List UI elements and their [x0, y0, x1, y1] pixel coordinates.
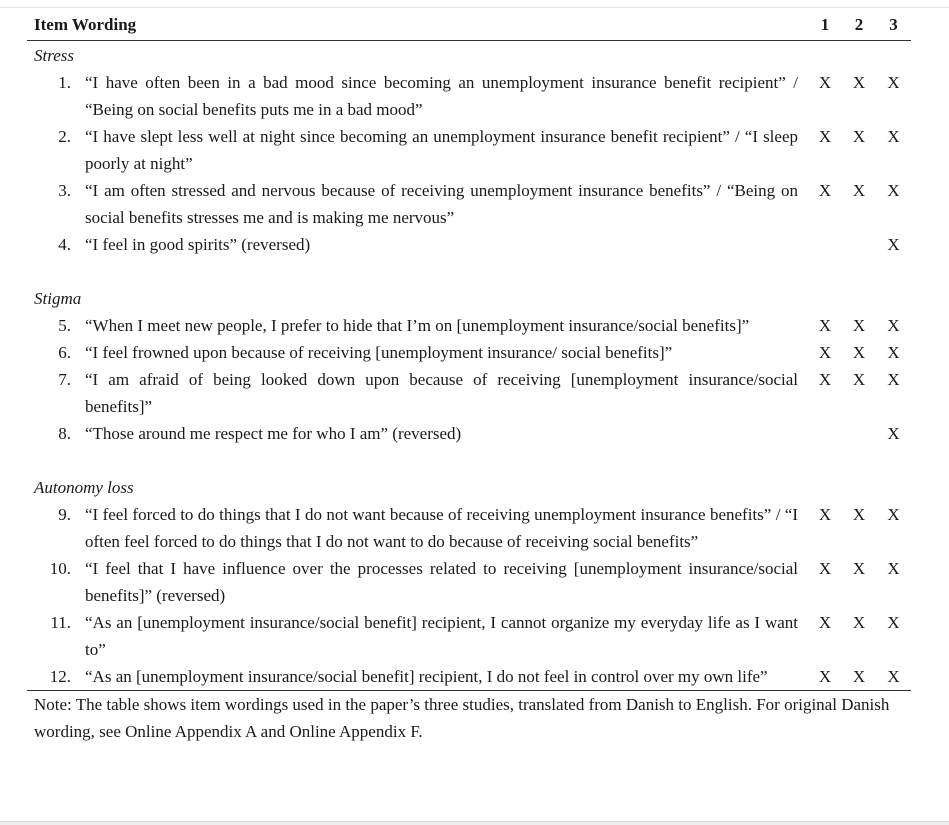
- study-2-mark: X: [852, 505, 866, 524]
- table-row: [27, 123, 911, 177]
- section-title-autonomy-loss: Autonomy loss: [34, 478, 134, 497]
- item-number: 9.: [58, 505, 71, 524]
- study-1-mark: X: [818, 316, 832, 335]
- study-2-mark: X: [852, 370, 866, 389]
- study-1-mark: X: [818, 505, 832, 524]
- study-1-mark: X: [818, 667, 832, 686]
- header-item-wording: Item Wording: [34, 15, 137, 34]
- table-row: [27, 609, 911, 663]
- table-row: [27, 231, 911, 258]
- study-2-mark: X: [852, 613, 866, 632]
- table-row: [27, 69, 911, 123]
- item-text: “As an [unemployment insurance/social benefit] recipient, I do not feel in control over my own life”: [85, 667, 768, 686]
- item-wording-table: [27, 9, 911, 745]
- study-3-mark: X: [887, 424, 900, 443]
- study-1-mark: X: [818, 73, 832, 92]
- item-text: “I feel in good spirits” (reversed): [85, 235, 311, 254]
- section-title-stress: Stress: [34, 46, 74, 65]
- study-3-mark: X: [887, 370, 900, 389]
- item-number: 1.: [58, 73, 71, 92]
- item-number: 12.: [49, 667, 71, 686]
- study-2-mark: X: [852, 343, 866, 362]
- study-1-mark: X: [818, 343, 832, 362]
- document-bottom-edge: [0, 821, 949, 825]
- study-2-mark: X: [852, 559, 866, 578]
- item-number: 5.: [58, 316, 71, 335]
- item-number: 6.: [58, 343, 71, 362]
- study-2-mark: X: [852, 667, 866, 686]
- item-text: “I am afraid of being looked down upon because of receiving [unemployment insurance/social benefits]”: [85, 370, 798, 416]
- study-3-mark: X: [887, 559, 900, 578]
- item-text: “I have slept less well at night since becoming an unemployment insurance benefit recipient” / “I sleep poorly at night”: [85, 127, 798, 173]
- header-study-1: 1: [820, 15, 830, 34]
- study-3-mark: X: [887, 181, 900, 200]
- table-row: [27, 420, 911, 447]
- table-row: [27, 663, 911, 690]
- study-3-mark: X: [887, 235, 900, 254]
- document-top-edge: [0, 0, 949, 8]
- table-row: [27, 177, 911, 231]
- item-text: “I feel that I have influence over the processes related to receiving [unemployment insurance/social benefits]” (reversed): [85, 559, 798, 605]
- item-text: “I feel forced to do things that I do not want because of receiving unemployment insurance benefits” / “I often feel forced to do things that I do not want to do because of receiving social benefits”: [85, 505, 798, 551]
- item-text: “When I meet new people, I prefer to hide that I’m on [unemployment insurance/social benefits]”: [85, 316, 750, 335]
- study-2-mark: X: [852, 127, 866, 146]
- study-1-mark: X: [818, 613, 832, 632]
- study-1-mark: X: [818, 127, 832, 146]
- item-number: 3.: [58, 181, 71, 200]
- study-2-mark: X: [852, 73, 866, 92]
- study-1-mark: X: [818, 370, 832, 389]
- item-text: “As an [unemployment insurance/social benefit] recipient, I cannot organize my everyday life as I want to”: [85, 613, 798, 659]
- item-number: 2.: [58, 127, 71, 146]
- study-3-mark: X: [887, 73, 900, 92]
- item-number: 11.: [50, 613, 71, 632]
- study-3-mark: X: [887, 316, 900, 335]
- table-header: [27, 9, 911, 41]
- study-3-mark: X: [887, 667, 900, 686]
- item-text: “I have often been in a bad mood since becoming an unemployment insurance benefit recipient” / “Being on social benefits puts me in a bad mood”: [85, 73, 798, 119]
- study-1-mark: X: [818, 559, 832, 578]
- item-number: 7.: [58, 370, 71, 389]
- table-row: [27, 366, 911, 420]
- item-number: 10.: [49, 559, 71, 578]
- study-3-mark: X: [887, 127, 900, 146]
- item-text: “I feel frowned upon because of receiving [unemployment insurance/ social benefits]”: [85, 343, 673, 362]
- table-row: [27, 501, 911, 555]
- study-3-mark: X: [887, 343, 900, 362]
- table-row: [27, 339, 911, 366]
- table-row: [27, 555, 911, 609]
- table-row: [27, 312, 911, 339]
- study-2-mark: X: [852, 181, 866, 200]
- header-study-3: 3: [889, 15, 898, 34]
- study-1-mark: X: [818, 181, 832, 200]
- item-text: “Those around me respect me for who I am” (reversed): [85, 424, 462, 443]
- header-study-2: 2: [854, 15, 864, 34]
- item-text: “I am often stressed and nervous because of receiving unemployment insurance benefits” / “Being on social benefits stresses me and is making me nervous”: [85, 181, 798, 227]
- study-3-mark: X: [887, 505, 900, 524]
- item-number: 4.: [58, 235, 71, 254]
- item-number: 8.: [58, 424, 71, 443]
- section-title-stigma: Stigma: [34, 289, 82, 308]
- study-3-mark: X: [887, 613, 900, 632]
- table-note: Note: The table shows item wordings used in the paper’s three studies, translated from Danish to English. For original Danish wording, see Online Appendix A and Online Appendix F.: [27, 690, 911, 745]
- study-2-mark: X: [852, 316, 866, 335]
